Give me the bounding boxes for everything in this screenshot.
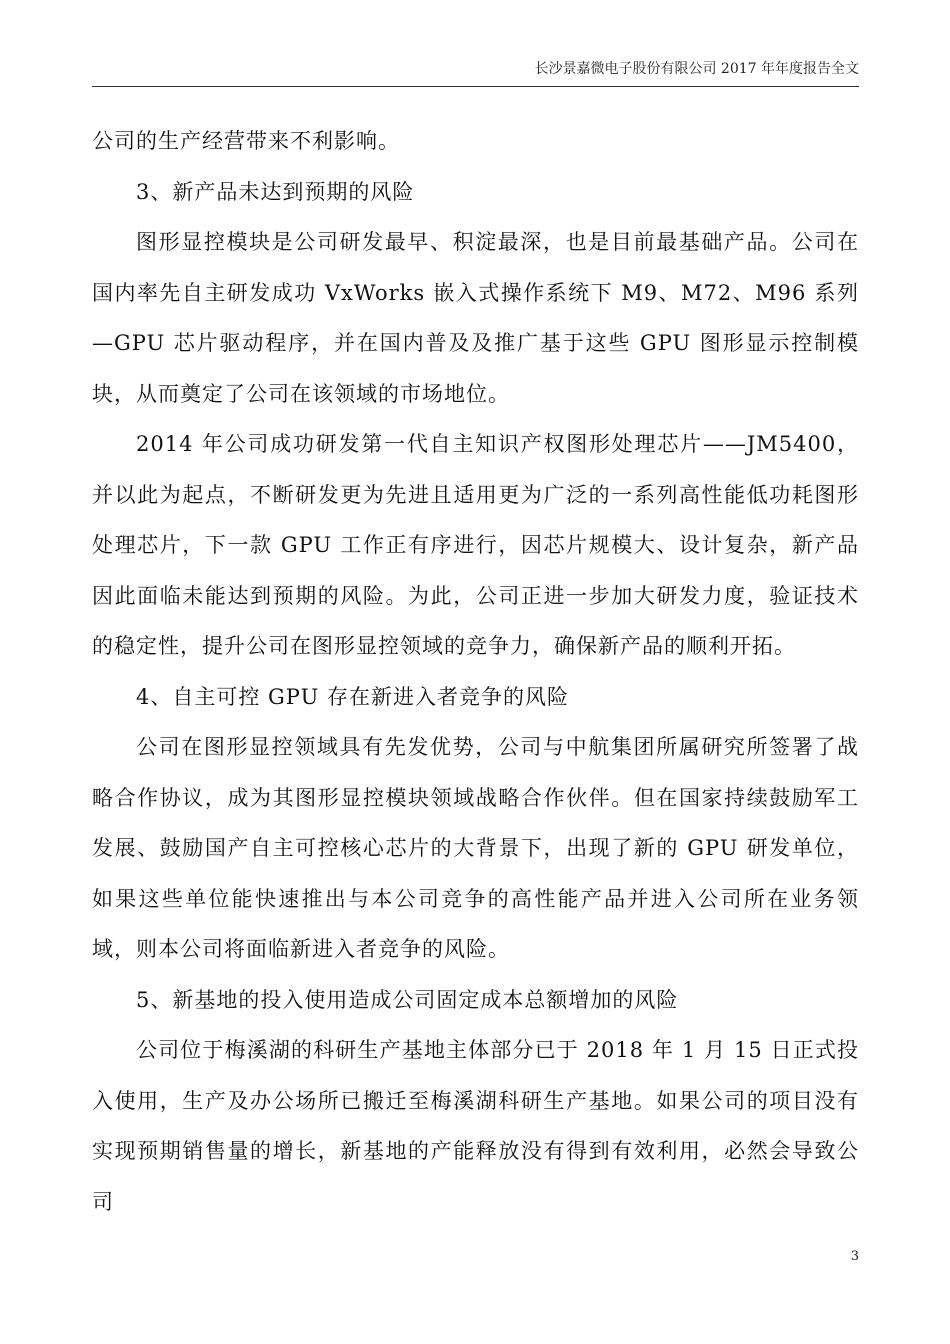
paragraph-graphics-module: 图形显控模块是公司研发最早、积淀最深，也是目前最基础产品。公司在国内率先自主研发成功 VxWorks 嵌入式操作系统下 M9、M72、M96 系列—GPU 芯片驱动程序，并在国内普及及推广基于这些 GPU 图形显示控制模块，从而奠定了公司在该领域的市场地位。 xyxy=(92,230,859,406)
paragraph-continuation: 公司的生产经营带来不利影响。 xyxy=(92,129,400,153)
running-header: 长沙景嘉微电子股份有限公司 2017 年年度报告全文 xyxy=(534,61,859,77)
paragraph-competition: 公司在图形显控领域具有先发优势，公司与中航集团所属研究所签署了战略合作协议，成为其图形显控模块领域战略合作伙伴。但在国家持续鼓励军工发展、鼓励国产自主可控核心芯片的大背景下，出现了新的 GPU 研发单位，如果这些单位能快速推出与本公司竞争的高性能产品并进入公司所在业务领域，则本公司将面临新进入者竞争的风险。 xyxy=(92,735,859,961)
section-heading-5: 5、新基地的投入使用造成公司固定成本总额增加的风险 xyxy=(136,987,679,1012)
section-heading-3: 3、新产品未达到预期的风险 xyxy=(136,179,415,204)
body-text xyxy=(92,116,859,1227)
section-heading-4: 4、自主可控 GPU 存在新进入者竞争的风险 xyxy=(136,684,569,709)
paragraph-jm5400: 2014 年公司成功研发第一代自主知识产权图形处理芯片——JM5400，并以此为起点，不断研发更为先进且适用更为广泛的一系列高性能低功耗图形处理芯片，下一款 GPU 工作正有序进行，因芯片规模大、设计复杂，新产品因此面临未能达到预期的风险。为此，公司正进一步加大研发力度，验证技术的稳定性，提升公司在图形显控领域的竞争力，确保新产品的顺利开拓。 xyxy=(92,432,859,658)
paragraph-new-base: 公司位于梅溪湖的科研生产基地主体部分已于 2018 年 1 月 15 日正式投入使用，生产及办公场所已搬迁至梅溪湖科研生产基地。如果公司的项目没有实现预期销售量的增长，新基地的产能释放没有得到有效利用，必然会导致公司 xyxy=(92,1038,859,1214)
page-number: 3 xyxy=(850,1249,859,1264)
header-divider xyxy=(92,86,859,87)
